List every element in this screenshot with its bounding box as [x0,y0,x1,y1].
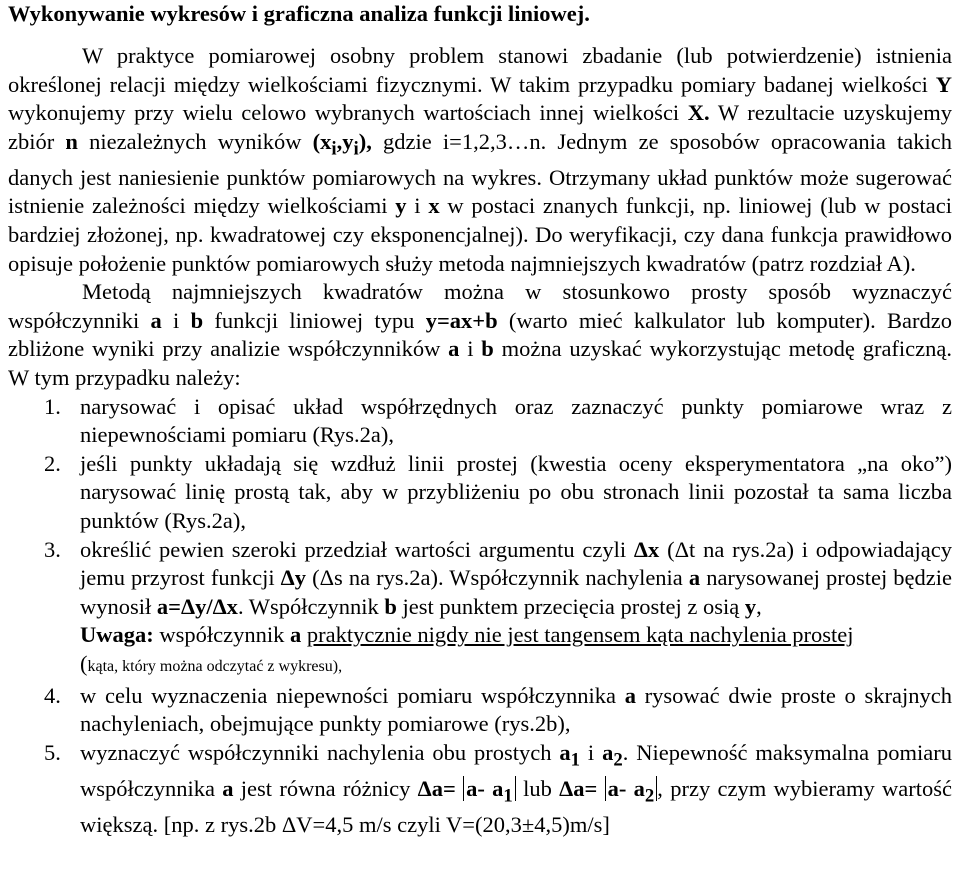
text: wyznaczyć współczynniki nachylenia obu prostych [80,739,560,765]
note-label: Uwaga: [80,622,154,648]
var-b: b [190,307,204,333]
linear-equation: y=ax+b [425,307,498,333]
subscript-i: i [353,138,359,160]
text: jest punktem przecięcia prostej z osią [396,593,745,619]
text: i [459,336,482,362]
text: ( [80,650,88,676]
delta-a-lhs: Δa= [559,775,598,801]
list-item-text: jeśli punkty układają się wzdłuż linii prostej (kwestia oceny eksperymentatora „na oko”) narysować linię prostą tak, aby w przybliżeniu po obu stronach linii pozostał ta sama liczba punktów (Rys.2a), [80,450,952,533]
text: W praktyce pomiarowej osobny problem stanowi zbadanie (lub potwierdzenie) istnienia określonej relacji między wielkościami fizycznymi. W takim przypadku pomiary badanej wielkości [8,43,952,97]
list-item [8,450,952,536]
list-number: 3. [44,536,61,562]
var-a: a [222,775,234,801]
text: można uzyskać wykorzystując metodę graficzną. W tym przypadku należy: [8,336,953,391]
steps-list-continued [8,682,952,840]
slope-formula: a=Δy/Δx [156,593,238,619]
paragraph-intro [8,42,952,278]
warning-note [8,621,952,681]
small-text: kąta, który można odczytać z wykresu), [87,657,343,675]
document-title: Wykonywanie wykresów i graficzna analiza funkcji liniowej. [8,1,590,26]
var-a1 [559,739,581,771]
abs-value [605,775,658,807]
var-b: b [481,336,494,362]
delta-a-lhs: Δa= [417,775,456,801]
text: (Δt na rys.2a) i odpowiadający jemu przyrost funkcji [80,536,952,591]
text: w celu wyznaczenia niepewności pomiaru współczynnika [80,682,625,708]
var-a: a [688,565,701,591]
text: W rezultacie uzyskujemy zbiór [8,100,952,154]
var-y: y [395,193,407,219]
paragraph-least-squares [8,278,952,392]
var-X: X. [687,100,710,126]
text: współczynnik [153,622,290,648]
a2-subscript: 2 [613,749,623,771]
list-number: 2. [44,450,61,476]
text: wykonujemy przy wielu celowo wybranych wartościach innej wielkości [8,100,688,126]
text: i [161,307,191,333]
text: określić pewien szeroki przedział wartości argumentu czyli [80,536,634,562]
text: niezależnych wyników [77,128,313,154]
text: i [406,193,429,219]
delta-a2-formula [559,775,657,807]
text: , przy czym wybieramy wartość większą. [np. z rys.2b ΔV=4,5 m/s czyli V=(20,3±4,5)m/s] [80,775,952,837]
xy-mid: ,y [336,128,354,154]
list-number: 1. [44,393,61,419]
text: . Niepewność maksymalna pomiaru współczynnika [80,739,952,801]
list-number: 4. [44,682,61,708]
list-number: 5. [44,739,61,765]
text: lub [515,775,560,801]
abs-value [463,775,516,807]
text: (Δs na rys.2a). Współczynnik nachylenia [306,565,689,591]
delta-x: Δx [633,536,660,562]
list-item [8,393,952,450]
xy-pair [312,128,372,160]
var-b: b [384,593,397,619]
list-item [8,682,952,739]
text: w postaci znanych funkcji, np. liniowej (lub w postaci bardziej złożonej, np. kwadratowej czy eksponencjalnej). Do weryfikacji, czy dana funkcja prawidłowo opisuje położenie punktów pomiarowych służy metoda najmniejszych kwadratów (patrz rozdział A). [8,193,952,276]
a1-subscript: 1 [570,749,581,771]
abs-content: a- a [466,775,504,801]
xy-close: ), [358,128,372,154]
underlined-text: praktycznie nigdy nie jest tangensem kąta nachylenia prostej [306,622,854,648]
text: funkcji liniowej typu [203,307,426,333]
delta-a1-formula [417,775,516,807]
text: jest równa różnicy [233,775,418,801]
text: rysować dwie proste o skrajnych nachyleniach, obejmujące punkty pomiarowe (rys.2b), [80,682,952,737]
xy-open: (x [312,128,332,154]
var-n: n [65,128,78,154]
a2-base: a [602,739,614,765]
list-item [8,536,952,622]
text: i [580,739,603,765]
text: (warto mieć kalkulator lub komputer). Bardzo zbliżone wyniki przy analizie współczynników [8,307,952,362]
list-item [8,739,952,840]
var-a: a [448,336,460,362]
var-y: y [744,593,757,619]
text: Metodą najmniejszych kwadratów można w stosunkowo prosty sposób wyznaczyć współczynniki [8,279,952,333]
var-a: a [150,307,162,333]
a1-base: a [559,739,571,765]
delta-y: Δy [280,565,307,591]
text: , [756,593,762,619]
var-a: a [289,622,302,648]
subscript-i: i [331,138,337,160]
text: gdzie i=1,2,3…n. Jednym ze sposobów opracowania takich danych jest naniesienie punktów pomiarowych na wykres. Otrzymany układ punktów może sugerować istnienie zależności między wielkościami [8,128,953,219]
var-x: x [428,193,440,219]
abs-subscript: 1 [503,785,513,807]
var-a: a [624,682,636,708]
text: . Współczynnik [237,593,385,619]
abs-content: a- a [607,775,645,801]
list-item-text: narysować i opisać układ współrzędnych oraz zaznaczyć punkty pomiarowe wraz z niepewnościami pomiaru (Rys.2a), [80,393,952,448]
steps-list [8,393,952,622]
text: narysowanej prostej będzie wynosił [80,565,952,619]
var-a2 [602,739,623,771]
var-Y: Y [935,71,952,97]
abs-subscript: 2 [644,785,655,807]
